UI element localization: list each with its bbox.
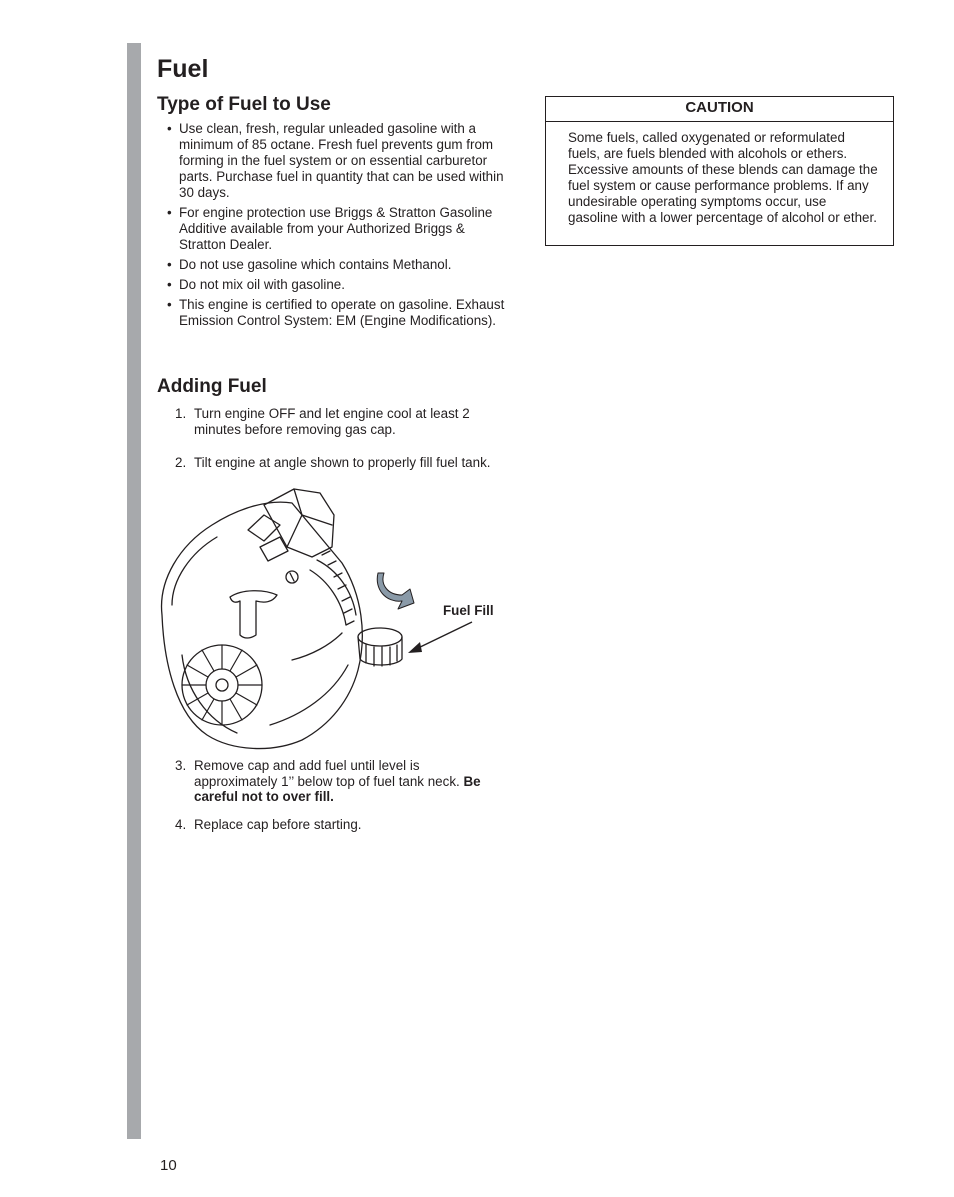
step-number: 2. — [175, 455, 187, 470]
list-item-text: Do not use gasoline which contains Methanol. — [179, 257, 452, 272]
caution-text: Some fuels, called oxygenated or reformulated fuels, are fuels blended with alcohols or ethers. Excessive amounts of these blends can damage the fuel system or cause performance problems. If any undesirable operating symptoms occur, use gasoline with a lower percentage of alcohol or ether. — [568, 130, 878, 225]
engine-illustration — [152, 485, 422, 755]
page-title: Fuel — [157, 55, 209, 83]
step-number: 3. — [175, 758, 187, 773]
step-2 — [175, 455, 505, 471]
step-text: Remove cap and add fuel until level is approximately 1’’ below top of fuel tank neck. — [194, 758, 460, 789]
caution-box — [545, 96, 894, 246]
step-number: 1. — [175, 406, 187, 421]
list-item — [167, 257, 507, 273]
list-item-text: Use clean, fresh, regular unleaded gasoline with a minimum of 85 octane. Fresh fuel prevents gum from forming in the fuel system or on essential carburetor parts. Purchase fuel in quantity that can be used within 30 days. — [179, 121, 504, 200]
step-text-wrap — [194, 758, 505, 805]
fuel-fill-label: Fuel Fill — [443, 603, 494, 618]
side-bar — [127, 43, 141, 1139]
type-of-fuel-heading: Type of Fuel to Use — [157, 94, 331, 115]
adding-fuel-heading: Adding Fuel — [157, 376, 267, 397]
list-item — [167, 277, 507, 293]
list-item — [167, 121, 507, 201]
step-1 — [175, 406, 505, 437]
list-item — [167, 205, 507, 253]
bullet-icon: • — [167, 205, 172, 220]
list-item-text: For engine protection use Briggs & Stratton Gasoline Additive available from your Authorized Briggs & Stratton Dealer. — [179, 205, 493, 252]
page-number: 10 — [160, 1157, 177, 1174]
step-text: Replace cap before starting. — [194, 817, 362, 832]
bullet-icon: • — [167, 277, 172, 292]
step-3 — [175, 758, 505, 805]
list-item — [167, 297, 507, 329]
step-warning: Be careful not to over fill. — [194, 773, 481, 804]
step-4 — [175, 817, 505, 833]
bullet-icon: • — [167, 257, 172, 272]
list-item-text: This engine is certified to operate on gasoline. Exhaust Emission Control System: EM (Engine Modifications). — [179, 297, 505, 328]
step-number: 4. — [175, 817, 187, 832]
step-text: Turn engine OFF and let engine cool at least 2 minutes before removing gas cap. — [194, 406, 470, 437]
bullet-icon: • — [167, 121, 172, 136]
step-text: Tilt engine at angle shown to properly fill fuel tank. — [194, 455, 491, 470]
fuel-type-list — [167, 121, 507, 333]
fuel-fill-arrow — [400, 620, 475, 660]
list-item-text: Do not mix oil with gasoline. — [179, 277, 345, 292]
caution-heading: CAUTION — [546, 97, 893, 122]
bullet-icon: • — [167, 297, 172, 312]
